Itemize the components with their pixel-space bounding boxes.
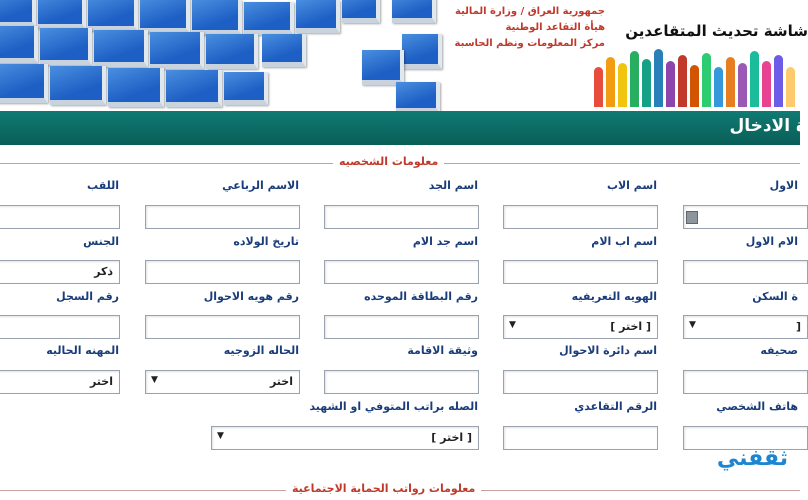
ministry-line-3: مركز المعلومات ونظم الحاسبة	[454, 38, 605, 49]
surname-input[interactable]	[0, 205, 120, 229]
watermark-logo: ثقفني	[716, 446, 788, 471]
relation-deceased-label: الصله براتب المتوفي او الشهيد	[309, 400, 478, 413]
ministry-line-1: جمهورية العراق / وزارة المالية	[455, 6, 605, 17]
chevron-down-icon: ▼	[151, 375, 158, 385]
cubes-graphic	[0, 0, 440, 108]
chevron-down-icon: ▼	[509, 320, 516, 330]
birth-date-label: تاريخ الولاده	[233, 235, 299, 248]
residence-doc-input[interactable]	[324, 370, 479, 394]
chevron-down-icon: ▼	[217, 431, 224, 441]
mother-first-name-input[interactable]	[683, 260, 808, 284]
app-title: شاشة تحديث المتقاعدين	[625, 22, 808, 40]
unified-card-label: رقم البطاقة الموحده	[364, 290, 478, 303]
ministry-text	[455, 4, 605, 52]
mother-first-name-label: الام الاول	[745, 235, 798, 248]
page-no-label: صحيفه	[760, 344, 798, 357]
grandfather-name-input[interactable]	[324, 205, 479, 229]
retirement-no-label: الرقم التقاعدي	[574, 400, 657, 413]
record-no-label: رقم السجل	[56, 290, 119, 303]
occupation-label: المهنه الحاليه	[46, 344, 119, 357]
full-name-label: الاسم الرباعي	[222, 179, 299, 192]
title-bar-text: ة الادخال	[729, 116, 806, 136]
birth-date-input[interactable]	[145, 260, 300, 284]
marital-status-select[interactable]	[145, 370, 300, 394]
personal-section-legend: معلومات الشخصيه	[333, 155, 444, 168]
mother-grandfather-name-input[interactable]	[324, 260, 479, 284]
civil-id-input[interactable]	[145, 315, 300, 339]
civil-id-label: رقم هويه الاحوال	[203, 290, 299, 303]
mother-father-name-input[interactable]	[503, 260, 658, 284]
occupation-select[interactable]	[0, 370, 120, 394]
id-type-label: الهويه التعريفيه	[571, 290, 657, 303]
header-banner	[0, 0, 808, 108]
gender-select[interactable]	[0, 260, 120, 284]
first-name-input[interactable]	[683, 205, 808, 229]
residence-select-value: [	[795, 320, 801, 333]
marital-status-label: الحاله الزوجيه	[223, 344, 299, 357]
residence-doc-label: وثيقة الاقامة	[407, 344, 478, 357]
personal-phone-label: هاتف الشخصي	[716, 400, 798, 413]
surname-label: اللقب	[87, 179, 119, 192]
gender-select-value: ذكر	[94, 265, 113, 278]
page-no-input[interactable]	[683, 370, 808, 394]
occupation-select-value: اختر	[89, 375, 113, 388]
grandfather-name-label: اسم الجد	[428, 179, 478, 192]
mother-father-name-label: اسم اب الام	[591, 235, 657, 248]
marital-status-select-value: اختر	[269, 375, 293, 388]
relation-deceased-select-value: [ اختر ]	[431, 431, 472, 444]
mother-grandfather-name-label: اسم جد الام	[412, 235, 478, 248]
colored-pencils-graphic	[590, 45, 800, 107]
gender-label: الجنس	[83, 235, 119, 248]
social-section-legend: معلومات رواتب الحماية الاجتماعية	[286, 482, 481, 495]
civil-office-label: اسم دائرة الاحوال	[559, 344, 657, 357]
civil-office-input[interactable]	[503, 370, 658, 394]
record-no-input[interactable]	[0, 315, 120, 339]
id-type-select[interactable]	[503, 315, 658, 339]
father-name-label: اسم الاب	[606, 179, 657, 192]
retirement-no-input[interactable]	[503, 426, 658, 450]
ministry-line-2: هيأة التقاعد الوطنية	[505, 22, 605, 33]
full-name-input[interactable]	[145, 205, 300, 229]
id-type-select-value: [ اختر ]	[610, 320, 651, 333]
relation-deceased-select[interactable]	[211, 426, 479, 450]
residence-select[interactable]	[683, 315, 808, 339]
title-bar	[0, 111, 806, 145]
father-name-input[interactable]	[503, 205, 658, 229]
unified-card-input[interactable]	[324, 315, 479, 339]
residence-label: ة السكن	[752, 290, 798, 303]
chevron-down-icon: ▼	[689, 320, 696, 330]
first-name-label: الاول	[769, 179, 798, 192]
keyboard-icon[interactable]	[686, 211, 698, 224]
